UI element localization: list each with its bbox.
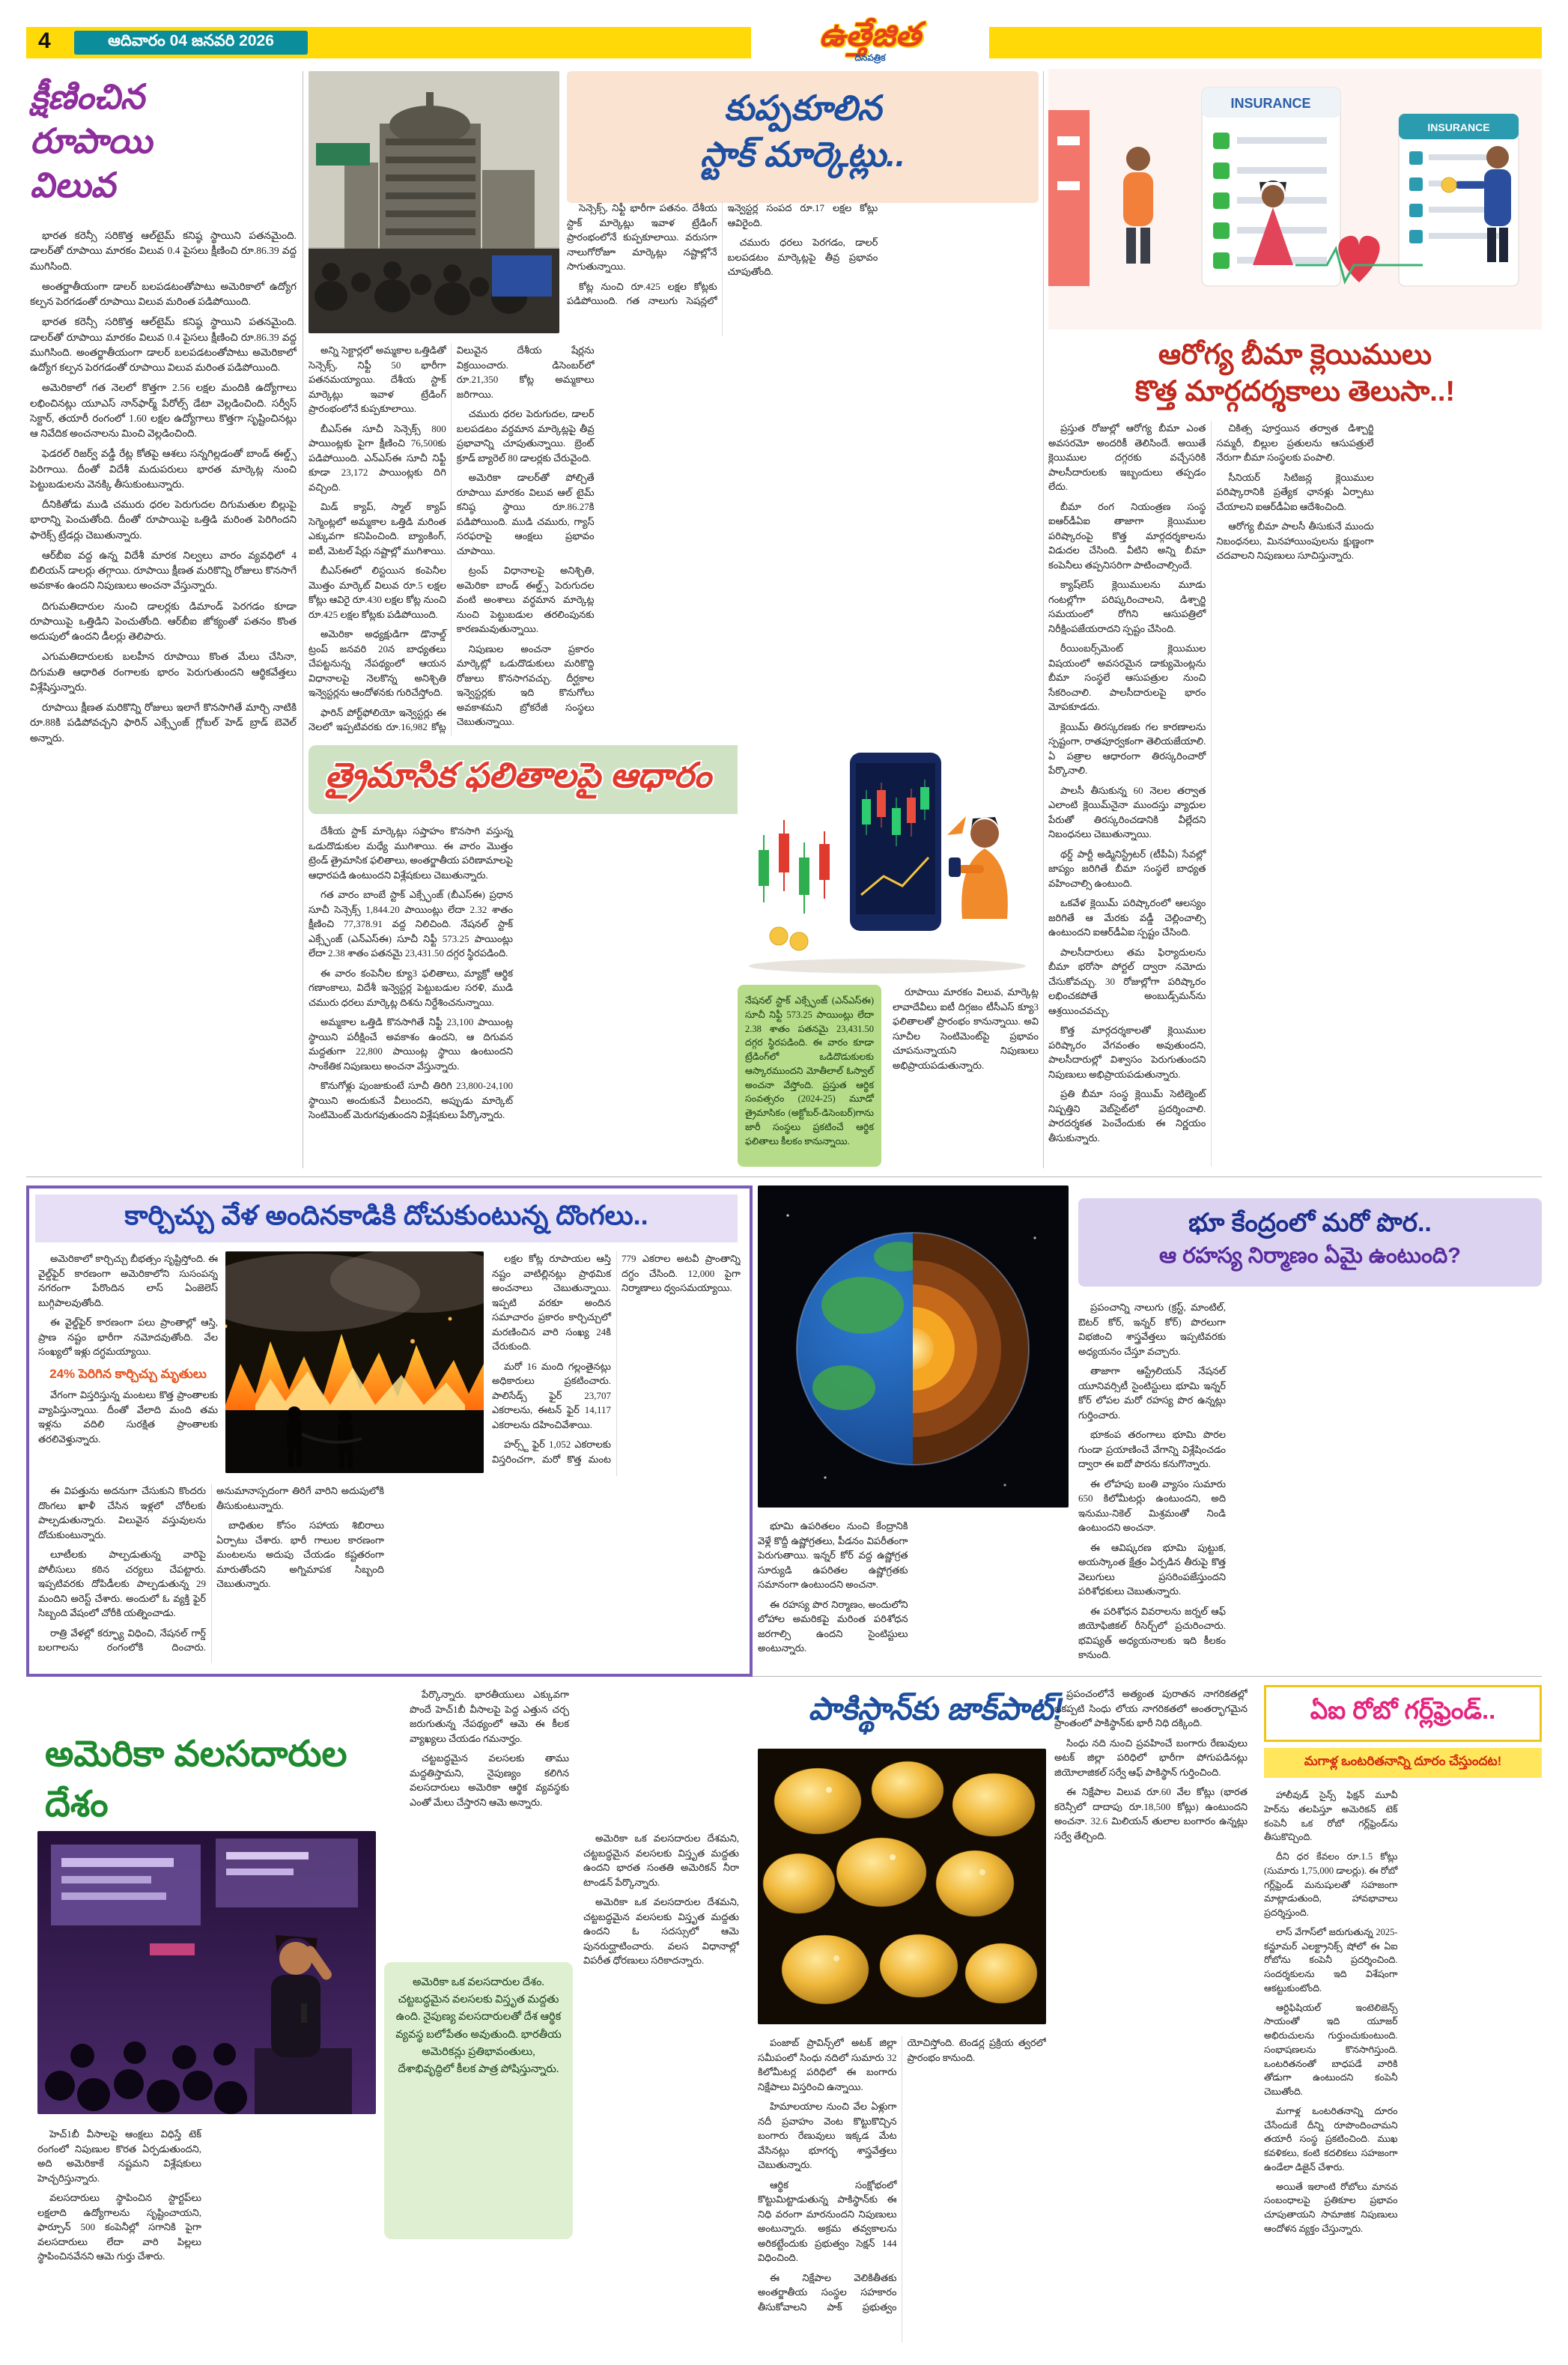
paragraph: తాజాగా ఆస్ట్రేలియన్ నేషనల్ యూనివర్సిటీ సైంటిస్టులు భూమి ఇన్నర్ కోర్ లోపల మరో రహస్య పొర ఉన్నట్లు గుర్తించారు.: [1078, 1365, 1226, 1421]
bse-building-photo: [309, 71, 559, 333]
paragraph: చమురు ధరల పెరుగుదల, డాలర్ బలపడటం వర్ధమాన మార్కెట్లపై తీవ్ర ప్రభావాన్ని చూపుతున్నాయి. బ్రెంట్ క్రూడ్ బ్యారెల్ 80 డాలర్లకు చేరువైంది.: [456, 408, 595, 464]
logo-subtext: దినపత్రిక: [854, 52, 886, 64]
paragraph: రాత్రి వేళల్లో కర్ఫ్యూ విధించి, నేషనల్ గార్డ్ బలగాలను రంగంలోకి దించారు. అనుమానాస్పదంగా తిరిగే వారిని అదుపులోకి తీసుకుంటున్నారు.: [38, 1485, 384, 1653]
article-wildfire: [26, 1185, 753, 1677]
column-divider: [1043, 71, 1044, 1168]
headline-line: కుప్పకూలిన: [723, 88, 882, 127]
paragraph: నిపుణుల అంచనా ప్రకారం మార్కెట్లో ఒడుదొడుకులు మరికొద్ది రోజులు కొనసాగవచ్చు. దీర్ఘకాల ఇన్వెస్టర్లకు ఇది కొనుగోలు అవకాశమని బ్రోకరేజీ సంస్థలు చెబుతున్నాయి.: [456, 643, 595, 727]
paragraph: ఈ విపత్తును అదనుగా చేసుకుని కొందరు దొంగలు ఖాళీ చేసిన ఇళ్లలో చోరీలకు పాల్పడుతున్నారు. విలువైన వస్తువులను దోచుకుంటున్నారు.: [38, 1485, 206, 1540]
paragraph: ఈ రహస్య పొర నిర్మాణం, అందులోని లోహాల అమరికపై మరింత పరిశోధన జరగాల్సి ఉందని సైంటిస్టులు అంటున్నారు.: [758, 1598, 908, 1654]
pakistan-right-col: [1054, 1687, 1248, 2343]
paragraph: సీనియర్ సిటిజన్ల క్లెయిముల పరిష్కారానికి ప్రత్యేక ఛానళ్లు ఏర్పాటు చేయాలని ఐఆర్‌డీఏఐ ఆదేశించింది.: [1216, 471, 1374, 512]
insurance-body: [1048, 421, 1542, 1167]
paragraph: లాస్ వేగాస్‌లో జరుగుతున్న 2025-కన్జూమర్ ఎలక్ట్రానిక్స్ షోలో ఈ ఏఐ రోబోను కంపెనీ ప్రదర్శించింది. సందర్శకులను ఇది విశేషంగా ఆకట్టుకుంటోంది.: [1264, 1926, 1398, 1994]
paragraph: ప్రపంచాన్ని నాలుగు (క్రస్ట్, మాంటిల్, ఔటర్ కోర్, ఇన్నర్ కోర్) పొరలుగా విభజించి శాస్త్రవేత్తలు ఇప్పటివరకు అధ్యయనం చేస్తూ వచ్చారు.: [1078, 1302, 1226, 1357]
paragraph: అమెరికా అధ్యక్షుడిగా డొనాల్డ్ ట్రంప్ జనవరి 20న బాధ్యతలు చేపట్టనున్న నేపథ్యంలో ఆయన విధానాలపై నెలకొన్న అనిశ్చితి ఇన్వెస్టర్లను ఆందోళనకు గురిచేస్తోంది.: [309, 628, 446, 698]
america-bottom: [37, 2127, 376, 2338]
masthead-right-bar: [989, 27, 1542, 58]
paragraph: గత వారం బాంబే స్టాక్ ఎక్స్ఛేంజ్ (బీఎస్ఈ) ప్రధాన సూచీ సెన్సెక్స్ 1,844.20 పాయింట్లు లేదా 2.32 శాతం క్షీణించి 77,378.91 వద్ద నిలిచింది. నేషనల్ స్టాక్ ఎక్స్ఛేంజ్ (ఎన్ఎస్ఈ) సూచీ నిఫ్టీ 573.25 పాయింట్లు లేదా 2.38 శాతం పతనమై 23,431.50 దగ్గర స్థిరపడింది.: [309, 889, 513, 959]
america-headline: అమెరికా వలసదారుల దేశం: [45, 1734, 347, 1824]
wildfire-col-b: [492, 1251, 741, 1476]
market-phone-illustration: [738, 745, 1039, 976]
paragraph: కొనుగోళ్లు పుంజుకుంటే సూచీ తిరిగి 23,800-24,100 స్థాయిని అందుకునే వీలుందని, అప్పుడు మార్కెట్ సెంటిమెంట్ మెరుగవుతుందని విశ్లేషకులు పేర్కొన్నారు.: [309, 1080, 513, 1120]
headline-line: రూపాయి: [30, 121, 153, 160]
paragraph: ఈ నిక్షేపాల వెలికితీతకు అంతర్జాతీయ సంస్థల సహకారం తీసుకోవాలని పాక్ ప్రభుత్వం యోచిస్తోంది. టెండర్ల ప్రక్రియ త్వరలో ప్రారంభం కానుంది.: [758, 2037, 1046, 2313]
wildfire-subhead: 24% పెరిగిన కార్చిచ్చు మృతులు: [49, 1366, 207, 1381]
america-top-right: [410, 1687, 739, 1826]
earth-headline-box: [1078, 1198, 1542, 1287]
paragraph: ఆరోగ్య బీమా పాలసీ తీసుకునే ముందు నిబంధనలు, మినహాయింపులను క్షుణ్ణంగా చదవాలని నిపుణులు సూచిస్తున్నారు.: [1216, 520, 1374, 561]
paragraph: చట్టబద్ధమైన వలసలకు తాము మద్దతిస్తామని, నైపుణ్యం కలిగిన వలసదారులు అమెరికా ఆర్థిక వ్యవస్థకు ఎంతో మేలు చేస్తారని ఆమె అన్నారు.: [410, 1752, 569, 1808]
paragraph: దిగుమతిదారుల నుంచి డాలర్లకు డిమాండ్ పెరగడం కూడా రూపాయిపై ఒత్తిడిని పెంచుతోంది. ఆర్‌బీఐ జోక్యంతో పతనం కొంత అదుపులో ఉందని డీలర్లు తెలిపారు.: [30, 600, 297, 642]
wildfire-bottom: [38, 1484, 741, 1663]
earth-core-illustration: [758, 1185, 1069, 1508]
paragraph: క్యాష్‌లెస్ క్లెయిములను మూడు గంటల్లోగా పరిష్కరించాలని, డిశ్చార్జి సమయంలో రోగిని ఆసుపత్రిలో నిరీక్షింపజేయరాదని స్పష్టం చేసింది.: [1048, 579, 1206, 634]
newspaper-logo: [751, 18, 989, 67]
quarterly-body-right: [893, 985, 1039, 1167]
paragraph: ఈ పరిశోధన వివరాలను జర్నల్ ఆఫ్ జియోఫిజికల్ రీసెర్చ్‌లో ప్రచురించారు. భవిష్యత్ అధ్యయనాలకు ఇది కీలకం కానుంది.: [1078, 1605, 1226, 1660]
paragraph: వేగంగా విస్తరిస్తున్న మంటలు కొత్త ప్రాంతాలకు వ్యాపిస్తున్నాయి. దీంతో వేలాది మంది తమ ఇళ్లను వదిలి సురక్షిత ప్రాంతాలకు తరలివెళ్తున్నారు.: [38, 1389, 218, 1445]
earth-headline-line1: భూ కేంద్రంలో మరో పొర..: [1188, 1209, 1432, 1237]
paragraph: భూమి ఉపరితలం నుంచి కేంద్రానికి వెళ్లే కొద్దీ ఉష్ణోగ్రతలు, పీడనం విపరీతంగా పెరుగుతాయి. ఇన్నర్ కోర్ వద్ద ఉష్ణోగ్రత సూర్యుడి ఉపరితల ఉష్ణోగ్రతకు సమానంగా ఉంటుందని అంచనా.: [758, 1520, 908, 1590]
paragraph: ఆర్థిక సంక్షోభంలో కొట్టుమిట్టాడుతున్న పాకిస్థాన్‌కు ఈ నిధి వరంగా మారనుందని నిపుణులు అంటున్నారు. అక్రమ తవ్వకాలను అరికట్టేందుకు ప్రభుత్వం సెక్షన్ 144 విధించింది.: [758, 2179, 897, 2263]
paragraph: అయితే ఇలాంటి రోబోలు మానవ సంబంధాలపై ప్రతికూల ప్రభావం చూపుతాయని సామాజిక నిపుణులు ఆందోళన వ్యక్తం చేస్తున్నారు.: [1264, 2181, 1398, 2234]
paragraph: కొత్త మార్గదర్శకాలతో క్లెయిముల పరిష్కారం వేగవంతం అవుతుందని, పాలసీదారుల్లో విశ్వాసం పెరుగుతుందని నిపుణులు అభిప్రాయపడుతున్నారు.: [1048, 1024, 1206, 1080]
masthead-left-bar: [26, 27, 751, 58]
paragraph: థర్డ్ పార్టీ అడ్మినిస్ట్రేటర్ (టీపీఏ) సేవల్లో జాప్యం జరిగితే బీమా సంస్థలే బాధ్యత వహించాల్సి ఉంటుంది.: [1048, 848, 1206, 889]
paragraph: భారత కరెన్సీ సరికొత్త ఆల్‌టైమ్ కనిష్ఠ స్థాయిని పతనమైంది. డాలర్‌తో రూపాయి మారకం విలువ 0.4 పైసలు క్షీణించి రూ.86.39 వద్ద ముగిసింది.: [30, 230, 297, 272]
paragraph: ట్రంప్ విధానాలపై అనిశ్చితి, అమెరికా బాండ్ ఈల్డ్స్ పెరుగుదల వంటి అంశాలు వర్ధమాన మార్కెట్ల నుంచి పెట్టుబడుల తరలింపునకు కారణమవుతున్నాయి.: [456, 565, 595, 634]
paragraph: వలసదారులు స్థాపించిన స్టార్టప్‌లు లక్షలాది ఉద్యోగాలను సృష్టించాయని, ఫార్చూన్ 500 కంపెనీల్లో సగానికి పైగా వలసదారులు లేదా వారి పిల్లలు స్థాపించినవేనని ఆమె గుర్తు చేశారు.: [37, 2192, 201, 2262]
headline-line: విలువ: [30, 165, 115, 204]
earth-body: [1078, 1300, 1542, 1669]
paragraph: అమ్మకాల ఒత్తిడి కొనసాగితే నిఫ్టీ 23,100 పాయింట్ల స్థాయిని పరీక్షించే అవకాశం ఉందని, ఆ దిగువన మద్దతుగా 22,800 పాయింట్ల స్థాయి ఉంటుందని సాంకేతిక నిపుణులు అంచనా వేస్తున్నారు.: [309, 1016, 513, 1072]
paragraph: సెన్సెక్స్, నిఫ్టీ భారీగా పతనం. దేశీయ స్టాక్ మార్కెట్లు ఇవాళ ట్రేడింగ్ ప్రారంభంలోనే కుప్పకూలాయి. వరుసగా నాలుగోరోజూ మార్కెట్లు నష్టాల్లోనే సాగుతున్నాయి.: [567, 202, 717, 272]
ai-subhead-text: మగాళ్ల ఒంటరితనాన్ని దూరం చేస్తుందట!: [1304, 1754, 1502, 1768]
paragraph: బీఎస్ఈలో లిస్టయిన కంపెనీల మొత్తం మార్కెట్ విలువ రూ.5 లక్షల కోట్లు ఆవిరై రూ.430 లక్షల కోట్ల నుంచి రూ.425 లక్షల కోట్లకు పడిపోయింది.: [309, 565, 446, 620]
pakistan-headline: పాకిస్థాన్‌కు జాక్‌పాట్!: [808, 1691, 1064, 1726]
quarterly-headline-band: [309, 745, 744, 814]
earth-headline-line2: ఆ రహస్య నిర్మాణం ఏమై ఉంటుంది?: [1159, 1244, 1461, 1268]
headline-line: స్టాక్ మార్కెట్లు..: [700, 135, 905, 174]
wildfire-headline: కార్చిచ్చు వేళ అందినకాడికి దోచుకుంటున్న దొంగలు..: [124, 1199, 648, 1230]
insurance-illustration: [1048, 69, 1542, 330]
quarterly-headline: త్రైమాసిక ఫలితాలపై ఆధారం: [325, 756, 711, 795]
article-rupee: [30, 75, 297, 207]
insurance-doc-label-2: INSURANCE: [1427, 121, 1490, 133]
america-quote-box: [384, 1962, 573, 2239]
paragraph: ఎగుమతిదారులకు బలహీన రూపాయి కొంత మేలు చేసినా, దిగుమతి ఆధారిత రంగాలకు భారం పెరుగుతుందని ఆర్థికవేత్తలు విశ్లేషిస్తున్నారు.: [30, 651, 297, 693]
paragraph: దీనికితోడు ముడి చమురు ధరల పెరుగుదల దిగుమతుల బిల్లుపై భారాన్ని పెంచుతోంది. దీంతో రూపాయిపై ఒత్తిడి మరింత పెరిగిందని ఫారెక్స్ ట్రేడర్లు చెబుతున్నారు.: [30, 499, 297, 541]
paragraph: పాలసీదారులు తమ ఫిర్యాదులను బీమా భరోసా పోర్టల్ ద్వారా నమోదు చేసుకోవచ్చు. 30 రోజుల్లోగా పరిష్కారం లభించకపోతే అంబుడ్స్‌మన్‌ను ఆశ్రయించవచ్చు.: [1048, 946, 1206, 1016]
paragraph: మగాళ్ల ఒంటరితనాన్ని దూరం చేసేందుకే దీన్ని రూపొందించామని తయారీ సంస్థ ప్రకటించింది. ముఖ కవళికలు, కంటి కదలికలు సహజంగా ఉండేలా డిజైన్ చేశారు.: [1264, 2105, 1398, 2173]
paragraph: రూపాయి క్షీణత మరికొన్ని రోజులు ఇలాగే కొనసాగితే మార్చి నాటికి రూ.88కి పడిపోవచ్చని ఫారిన్ ఎక్స్ఛేంజ్ గ్లోబల్ హెడ్ బ్రాడ్ బెవెల్ అన్నారు.: [30, 702, 297, 744]
insurance-doc-label: INSURANCE: [1230, 96, 1311, 111]
quarterly-body: [309, 824, 728, 1167]
pakistan-bottom: [758, 2035, 1046, 2343]
paragraph: మరో 16 మంది గల్లంతైనట్లు అధికారులు ప్రకటించారు. పాలిసేడ్స్ ఫైర్ 23,707 ఎకరాలను, ఈటన్ ఫైర్ 14,117 ఎకరాలను దహించివేశాయి.: [492, 1360, 611, 1430]
wildfire-headline-strip: [35, 1194, 738, 1242]
paragraph: అమెరికా డాలర్‌తో పోల్చితే రూపాయి మారకం విలువ ఆల్ టైమ్ కనిష్ఠ స్థాయి రూ.86.27కి పడిపోయింది. ముడి చమురు, గ్యాస్ సరఫరాపై ఆంక్షలు ప్రభావం చూపాయి.: [456, 472, 595, 556]
paragraph: బీఎస్ఈ సూచీ సెన్సెక్స్ 800 పాయింట్లకు పైగా క్షీణించి 76,500కు పడిపోయింది. ఎన్ఎస్ఈ సూచీ నిఫ్టీ కూడా 23,172 పాయింట్లకు దిగి వచ్చింది.: [309, 422, 446, 493]
quote-text: అమెరికా ఒక వలసదారుల దేశం. చట్టబద్ధమైన వలసలకు విస్తృత మద్దతు ఉంది. నైపుణ్య వలసదారులతో దేశ ఆర్థిక వ్యవస్థ బలోపేతం అవుతుంది. భారతీయ అమెరికన్లు ప్రతిభావంతులు, దేశాభివృద్ధిలో కీలక పాత్ర పోషిస్తున్నారు.: [395, 1976, 562, 2075]
paragraph: అమెరికా ఒక వలసదారుల దేశమని, చట్టబద్ధమైన వలసలకు విస్తృత మద్దతు ఉందని ఓ సదస్సులో ఆమె పునరుద్ఘాటించారు. వలస విధానాల్లో విపరీత ధోరణులు సరికాదన్నారు.: [583, 1896, 739, 1966]
paragraph: హెచ్1బీ వీసాలపై ఆంక్షలు విధిస్తే టెక్ రంగంలో నిపుణుల కొరత ఏర్పడుతుందని, అది అమెరికాకే నష్టమని విశ్లేషకులు హెచ్చరిస్తున్నారు.: [37, 2128, 201, 2184]
paragraph: మిడ్ క్యాప్, స్మాల్ క్యాప్ సెగ్మెంట్లలో అమ్మకాల ఒత్తిడి మరింత ఎక్కువగా కనిపించింది. బ్యాంకింగ్, ఐటీ, మెటల్ షేర్లు నష్టాల్లో ముగిశాయి.: [309, 501, 446, 556]
stock-body-main: [309, 343, 1039, 736]
paragraph: అమెరికాలో కార్చిచ్చు బీభత్సం సృష్టిస్తోంది. ఈ వైల్డ్‌ఫైర్ కారణంగా అమెరికాలోని సుసంపన్న నగరంగా పేరొందిన లాస్ ఏంజెలెస్ బుగ్గిపాలవుతోంది.: [38, 1253, 218, 1308]
paragraph: కోట్ల నుంచి రూ.425 లక్షల కోట్లకు పడిపోయింది. గత నాలుగు సెషన్లలో ఇన్వెస్టర్ల సంపద రూ.17 లక్షల కోట్లు ఆవిరైంది.: [567, 202, 878, 306]
paragraph: ఒకవేళ క్లెయిమ్ పరిష్కారంలో ఆలస్యం జరిగితే ఆ మేరకు వడ్డీ చెల్లించాల్సి ఉంటుందని ఐఆర్‌డీఏఐ స్పష్టం చేసింది.: [1048, 897, 1206, 938]
page-number: 4: [38, 28, 51, 53]
paragraph: రీయింబర్స్‌మెంట్ క్లెయిముల విషయంలో అవసరమైన డాక్యుమెంట్లను బీమా సంస్థలే ఆసుపత్రుల నుంచి సేకరించాలి. పాలసీదారులపై భారం మోపకూడదు.: [1048, 643, 1206, 712]
paragraph: అన్ని సెక్టార్లలో అమ్మకాల ఒత్తిడితో సెన్సెక్స్, నిఫ్టీ 50 భారీగా పతనమయ్యాయి. దేశీయ స్టాక్ మార్కెట్లు ఇవాళ ట్రేడింగ్ ప్రారంభంలోనే కుప్పకూలాయి.: [309, 344, 446, 414]
insurance-headline: [1048, 337, 1542, 411]
paragraph: అంతర్జాతీయంగా డాలర్ బలపడటంతోపాటు అమెరికాలో ఉద్యోగ కల్పన పెరగడంతో రూపాయి విలువ మరింత పడిపోయింది.: [30, 280, 297, 307]
paragraph: ఫెడరల్ రిజర్వ్ వడ్డీ రేట్ల కోతపై ఆశలు సన్నగిల్లడంతో బాండ్ ఈల్డ్స్ పెరిగాయి. దీంతో విదేశీ మదుపరులు భారత మార్కెట్ల నుంచి పెట్టుబడులను వెనక్కి తీసుకుంటున్నారు.: [30, 448, 297, 490]
stock-headline: [567, 71, 1039, 203]
america-right-col: [583, 1831, 739, 2239]
quarterly-highlight-box: [738, 985, 881, 1167]
wildfire-photo: [225, 1251, 484, 1473]
paragraph: రూపాయి మారకం విలువ, మార్కెట్ల లావాదేవీలు ఐటీ దిగ్గజం టీసీఎస్ క్యూ3 ఫలితాలతో ప్రారంభం కానున్నాయి. అవి సూచీల సెంటిమెంట్‌పై ప్రభావం చూపనున్నాయని నిపుణులు అభిప్రాయపడుతున్నారు.: [893, 986, 1039, 1071]
paragraph: అమెరికాలో గత నెలలో కొత్తగా 2.56 లక్షల మందికి ఉద్యోగాలు లభించినట్లు యూఎస్ నాన్‌ఫార్మ్ పేరోల్స్ డేటా వెల్లడించింది. సర్వీస్ సెక్టార్, తయారీ రంగంలో 1.60 లక్షల ఉద్యోగాలు కొత్తగా సృష్టించినట్లు ఆ నివేదిక అంచనాలను మించి వెల్లడించింది.: [30, 382, 297, 439]
paragraph: హాలీవుడ్ సైన్స్ ఫిక్షన్ మూవీ హెర్‌ను తలపిస్తూ అమెరికన్ టెక్ కంపెనీ ఒక రోబో గర్ల్‌ఫ్రెండ్‌ను తీసుకొచ్చింది.: [1264, 1790, 1398, 1843]
ai-subhead: [1264, 1748, 1542, 1778]
rupee-headline: [30, 75, 297, 207]
paragraph: దీని ధర కేవలం రూ.1.5 కోట్లు (సుమారు 1,75,000 డాలర్లు). ఈ రోబో గర్ల్‌ఫ్రెండ్ మనుషులతో సహజంగా మాట్లాడుతుంది, హావభావాలు ప్రదర్శిస్తుంది.: [1264, 1851, 1398, 1918]
paragraph: భారత కరెన్సీ సరికొత్త ఆల్‌టైమ్ కనిష్ఠ స్థాయిని పతనమైంది. డాలర్‌తో రూపాయి మారకం విలువ 0.4 పైసలు క్షీణించి రూ.86.39 వద్ద ముగిసింది. అంతర్జాతీయంగా డాలర్ బలపడటంతోపాటు అమెరికాలో ఉద్యోగ కల్పన పెరగడంతో రూపాయి విలువ మరింత పడిపోయింది.: [30, 316, 297, 373]
paragraph: హిమాలయాల నుంచి వేల ఏళ్లుగా నదీ ప్రవాహం వెంట కొట్టుకొచ్చిన బంగారు రేణువులు ఇక్కడ మేట వేసినట్లు భూగర్భ శాస్త్రవేత్తలు చెబుతున్నారు.: [758, 2101, 897, 2170]
paragraph: సింధు నది నుంచి ప్రవహించే బంగారు రేణువులు అటక్ జిల్లా పరిధిలో భారీగా పోగుపడినట్లు జియోలాజికల్ సర్వే ఆఫ్ పాకిస్థాన్ గుర్తించింది.: [1054, 1737, 1248, 1778]
gold-nuggets-photo: [758, 1749, 1046, 2024]
paragraph: పేర్కొన్నారు. భారతీయులు ఎక్కువగా పొందే హెచ్1బీ వీసాలపై పెద్ద ఎత్తున చర్చ జరుగుతున్న నేపథ్యంలో ఆమె ఈ కీలక వ్యాఖ్యలు చేయడం గమనార్హం.: [410, 1689, 569, 1744]
paragraph: ఈ వైల్డ్‌ఫైర్ కారణంగా పలు ప్రాంతాల్లో ఆస్తి, ప్రాణ నష్టం భారీగా నమోదవుతోంది. వేల సంఖ్యలో ఇళ్లు దగ్ధమయ్యాయి.: [38, 1317, 218, 1357]
paragraph: అమెరికా ఒక వలసదారుల దేశమని, చట్టబద్ధమైన వలసలకు విస్తృత మద్దతు ఉందని భారత సంతతి అమెరికన్ నీరా టాండన్ పేర్కొన్నారు.: [583, 1833, 739, 1888]
earth-body-below: [758, 1519, 1069, 1669]
paragraph: ఈ ఆవిష్కరణ భూమి పుట్టుక, అయస్కాంత క్షేత్రం ఏర్పడిన తీరుపై కొత్త వెలుగులు ప్రసరింపజేస్తుందని పరిశోధకులు చెబుతున్నారు.: [1078, 1541, 1226, 1597]
paragraph: దేశీయ స్టాక్ మార్కెట్లు సప్తాహం కొనసాగి వస్తున్న ఒడుదొడుకుల మధ్యే ముగిశాయి. ఈ వారం మొత్తం ట్రెండ్ త్రైమాసిక ఫలితాలు, అంతర్జాతీయ పరిణామాలపై ఆధారపడి ఉంటుందని విశ్లేషకులు చెబుతున్నారు.: [309, 825, 513, 881]
paragraph: ప్రస్తుత రోజుల్లో ఆరోగ్య బీమా ఎంత అవసరమో అందరికీ తెలిసిందే. అయితే క్లెయిముల దగ్గరకు వచ్చేసరికి పాలసీదారులకు ఇబ్బందులు తప్పడం లేదు.: [1048, 422, 1206, 492]
headline-line: ఆరోగ్య బీమా క్లెయిములు: [1158, 339, 1432, 371]
ai-headline-box: [1264, 1685, 1542, 1742]
paragraph: చమురు ధరలు పెరగడం, డాలర్ బలపడటం మార్కెట్లపై తీవ్ర ప్రభావం చూపుతోంది.: [727, 237, 878, 277]
paragraph: బీమా రంగ నియంత్రణ సంస్థ ఐఆర్‌డీఏఐ తాజాగా క్లెయిముల పరిష్కారంపై కొత్త మార్గదర్శకాలను విడుదల చేసింది. వీటిని అన్ని బీమా కంపెనీలు తప్పనిసరిగా పాటించాల్సిందే.: [1048, 500, 1206, 571]
paragraph: ఈ వారం కంపెనీల క్యూ3 ఫలితాలు, మ్యాక్రో ఆర్థిక గణాంకాలు, విదేశీ ఇన్వెస్టర్ల పెట్టుబడుల సరళి, ముడి చమురు ధరలు మార్కెట్ల దిశను నిర్దేశించనున్నాయి.: [309, 967, 513, 1008]
summit-photo: [37, 1831, 376, 2114]
paragraph: ఈ లోహపు బంతి వ్యాసం సుమారు 650 కిలోమీటర్లు ఉంటుందని, అది ఇనుము-నికెల్ మిశ్రమంతో నిండి ఉంటుందని అంచనా.: [1078, 1478, 1226, 1533]
rupee-body: [30, 228, 297, 1165]
paragraph: భూకంప తరంగాలు భూమి పొరల గుండా ప్రయాణించే వేగాన్ని విశ్లేషించడం ద్వారా ఈ ఐదో పొరను కనుగొన్నారు.: [1078, 1429, 1226, 1469]
paragraph: హర్స్ట్ ఫైర్ 1,052 ఎకరాలకు విస్తరించగా, మరో కొత్త మంట 779 ఎకరాల అటవీ ప్రాంతాన్ని దగ్ధం చేసింది. 12,000 పైగా నిర్మాణాలు ధ్వంసమయ్యాయి.: [492, 1253, 741, 1465]
headline-line: క్షీణించిన: [30, 77, 145, 116]
paragraph: పాలసీ తీసుకున్న 60 నెలల తర్వాత ఎలాంటి క్లెయిమ్‌నైనా ముందస్తు వ్యాధుల పేరుతో తిరస్కరించడానికి వీల్లేదని నిబంధనలు చెబుతున్నాయి.: [1048, 784, 1206, 840]
wildfire-col-a: [38, 1251, 218, 1476]
paragraph: చికిత్స పూర్తయిన తర్వాత డిశ్చార్జి సమ్మరీ, బిల్లుల ప్రతులను ఆసుపత్రులే నేరుగా బీమా సంస్థలకు పంపాలి.: [1216, 422, 1374, 463]
paragraph: ప్రతి బీమా సంస్థ క్లెయిమ్ సెటిల్మెంట్ నిష్పత్తిని వెబ్‌సైట్‌లో ప్రదర్శించాలి. పారదర్శకత పెంచేందుకు ఈ నిర్ణయం తీసుకున్నారు.: [1048, 1088, 1206, 1144]
paragraph: ఫారిన్ పోర్ట్‌ఫోలియో ఇన్వెస్టర్లు ఈ నెలలో ఇప్పటివరకు రూ.16,982 కోట్ల విలువైన దేశీయ షేర్లను విక్రయించారు. డిసెంబర్‌లో రూ.21,350 కోట్ల అమ్మకాలు జరిగాయి.: [309, 344, 595, 732]
paragraph: పంజాబ్ ప్రావిన్స్‌లో అటక్ జిల్లా సమీపంలో సింధు నదిలో సుమారు 32 కిలోమీటర్ల పరిధిలో ఈ బంగారు నిక్షేపాలు విస్తరించి ఉన్నాయి.: [758, 2037, 897, 2092]
article-america: [26, 1681, 747, 2344]
headline-line: కొత్త మార్గదర్శకాలు తెలుసా..!: [1134, 376, 1456, 408]
paragraph: క్లెయిమ్ తిరస్కరణకు గల కారణాలను స్పష్టంగా, రాతపూర్వకంగా తెలియజేయాలి. ఏ పత్రాల ఆధారంగా తిరస్కరించారో పేర్కొనాలి.: [1048, 720, 1206, 776]
paragraph: ఆర్టిఫిషియల్ ఇంటెలిజెన్స్ సాయంతో ఇది యూజర్ అభిరుచులను గుర్తుంచుకుంటుంది. సంభాషణలను కొనసాగిస్తుంది. ఒంటరితనంతో బాధపడే వారికి తోడుగా ఉంటుందని కంపెనీ చెబుతోంది.: [1264, 2002, 1398, 2097]
date-banner: ఆదివారం 04 జనవరి 2026: [74, 31, 308, 55]
highlight-text: నేషనల్ స్టాక్ ఎక్స్ఛేంజ్ (ఎన్ఎస్ఈ) సూచీ నిఫ్టీ 573.25 పాయింట్లు లేదా 2.38 శాతం పతనమై 23,431.50 దగ్గర స్థిరపడింది. ఈ వారం కూడా ట్రేడింగ్‌లో ఒడిదొడుకులకు ఆస్కారముందని మోతీలాల్ ఓస్వాల్ అంచనా వేస్తోంది. ప్రస్తుత ఆర్థిక సంవత్సరం (2024-25) మూడో త్రైమాసికం (అక్టోబర్-డిసెంబర్)గాను జారీ సంస్థలు ప్రకటించే ఆర్థిక ఫలితాలు కీలకం కానున్నాయి.: [745, 995, 874, 1147]
paragraph: ప్రపంచంలోనే అత్యంత పురాతన నాగరికతల్లో ఒకప్పటి సింధు లోయ నాగరికతలో అంతర్భాగమైన ప్రాంతంలో పాకిస్థాన్‌కు భారీ నిధి దక్కింది.: [1054, 1688, 1248, 1728]
ai-headline: ఏఐ రోబో గర్ల్‌ఫ్రెండ్..: [1310, 1696, 1496, 1724]
ai-body: [1264, 1788, 1542, 2343]
logo-text: ఉత్తేజిత: [819, 16, 921, 53]
paragraph: ఆర్‌బీఐ వద్ద ఉన్న విదేశీ మారక నిల్వలు వారం వ్యవధిలో 4 బిలియన్ డాలర్లు తగ్గాయి. రూపాయి క్షీణత మరికొన్ని రోజులు కొనసాగే అవకాశం ఉందని నిపుణులు అంచనా వేస్తున్నారు.: [30, 549, 297, 592]
paragraph: లక్షల కోట్ల రూపాయల ఆస్తి నష్టం వాటిల్లినట్లు ప్రాథమిక అంచనాలు చెబుతున్నాయి. ఇప్పటి వరకూ అందిన సమాచారం ప్రకారం కార్చిచ్చులో మరణించిన వారి సంఖ్య 24కి చేరుకుంది.: [492, 1253, 611, 1352]
paragraph: లూటీలకు పాల్పడుతున్న వారిపై పోలీసులు కఠిన చర్యలు చేపట్టారు. ఇప్పటివరకు దోపిడీలకు పాల్పడుతున్న 29 మందిని అరెస్ట్ చేశారు. అందులో ఓ వ్యక్తి ఫైర్ సిబ్బంది వేషంలో చోరీకి యత్నించాడు.: [38, 1549, 206, 1618]
paragraph: బాధితుల కోసం సహాయ శిబిరాలు ఏర్పాటు చేశారు. భారీ గాలుల కారణంగా మంటలను అదుపు చేయడం కష్టతరంగా మారుతోందని అగ్నిమాపక సిబ్బంది చెబుతున్నారు.: [216, 1520, 384, 1589]
paragraph: ఈ నిక్షేపాల విలువ రూ.60 వేల కోట్లు (భారత కరెన్సీలో దాదాపు రూ.18,500 కోట్లు) ఉంటుందని అంచనా. 32.6 మిలియన్ తులాల బంగారం ఉన్నట్లు సర్వే తేల్చింది.: [1054, 1786, 1248, 1842]
stock-body-top: [567, 201, 1039, 336]
